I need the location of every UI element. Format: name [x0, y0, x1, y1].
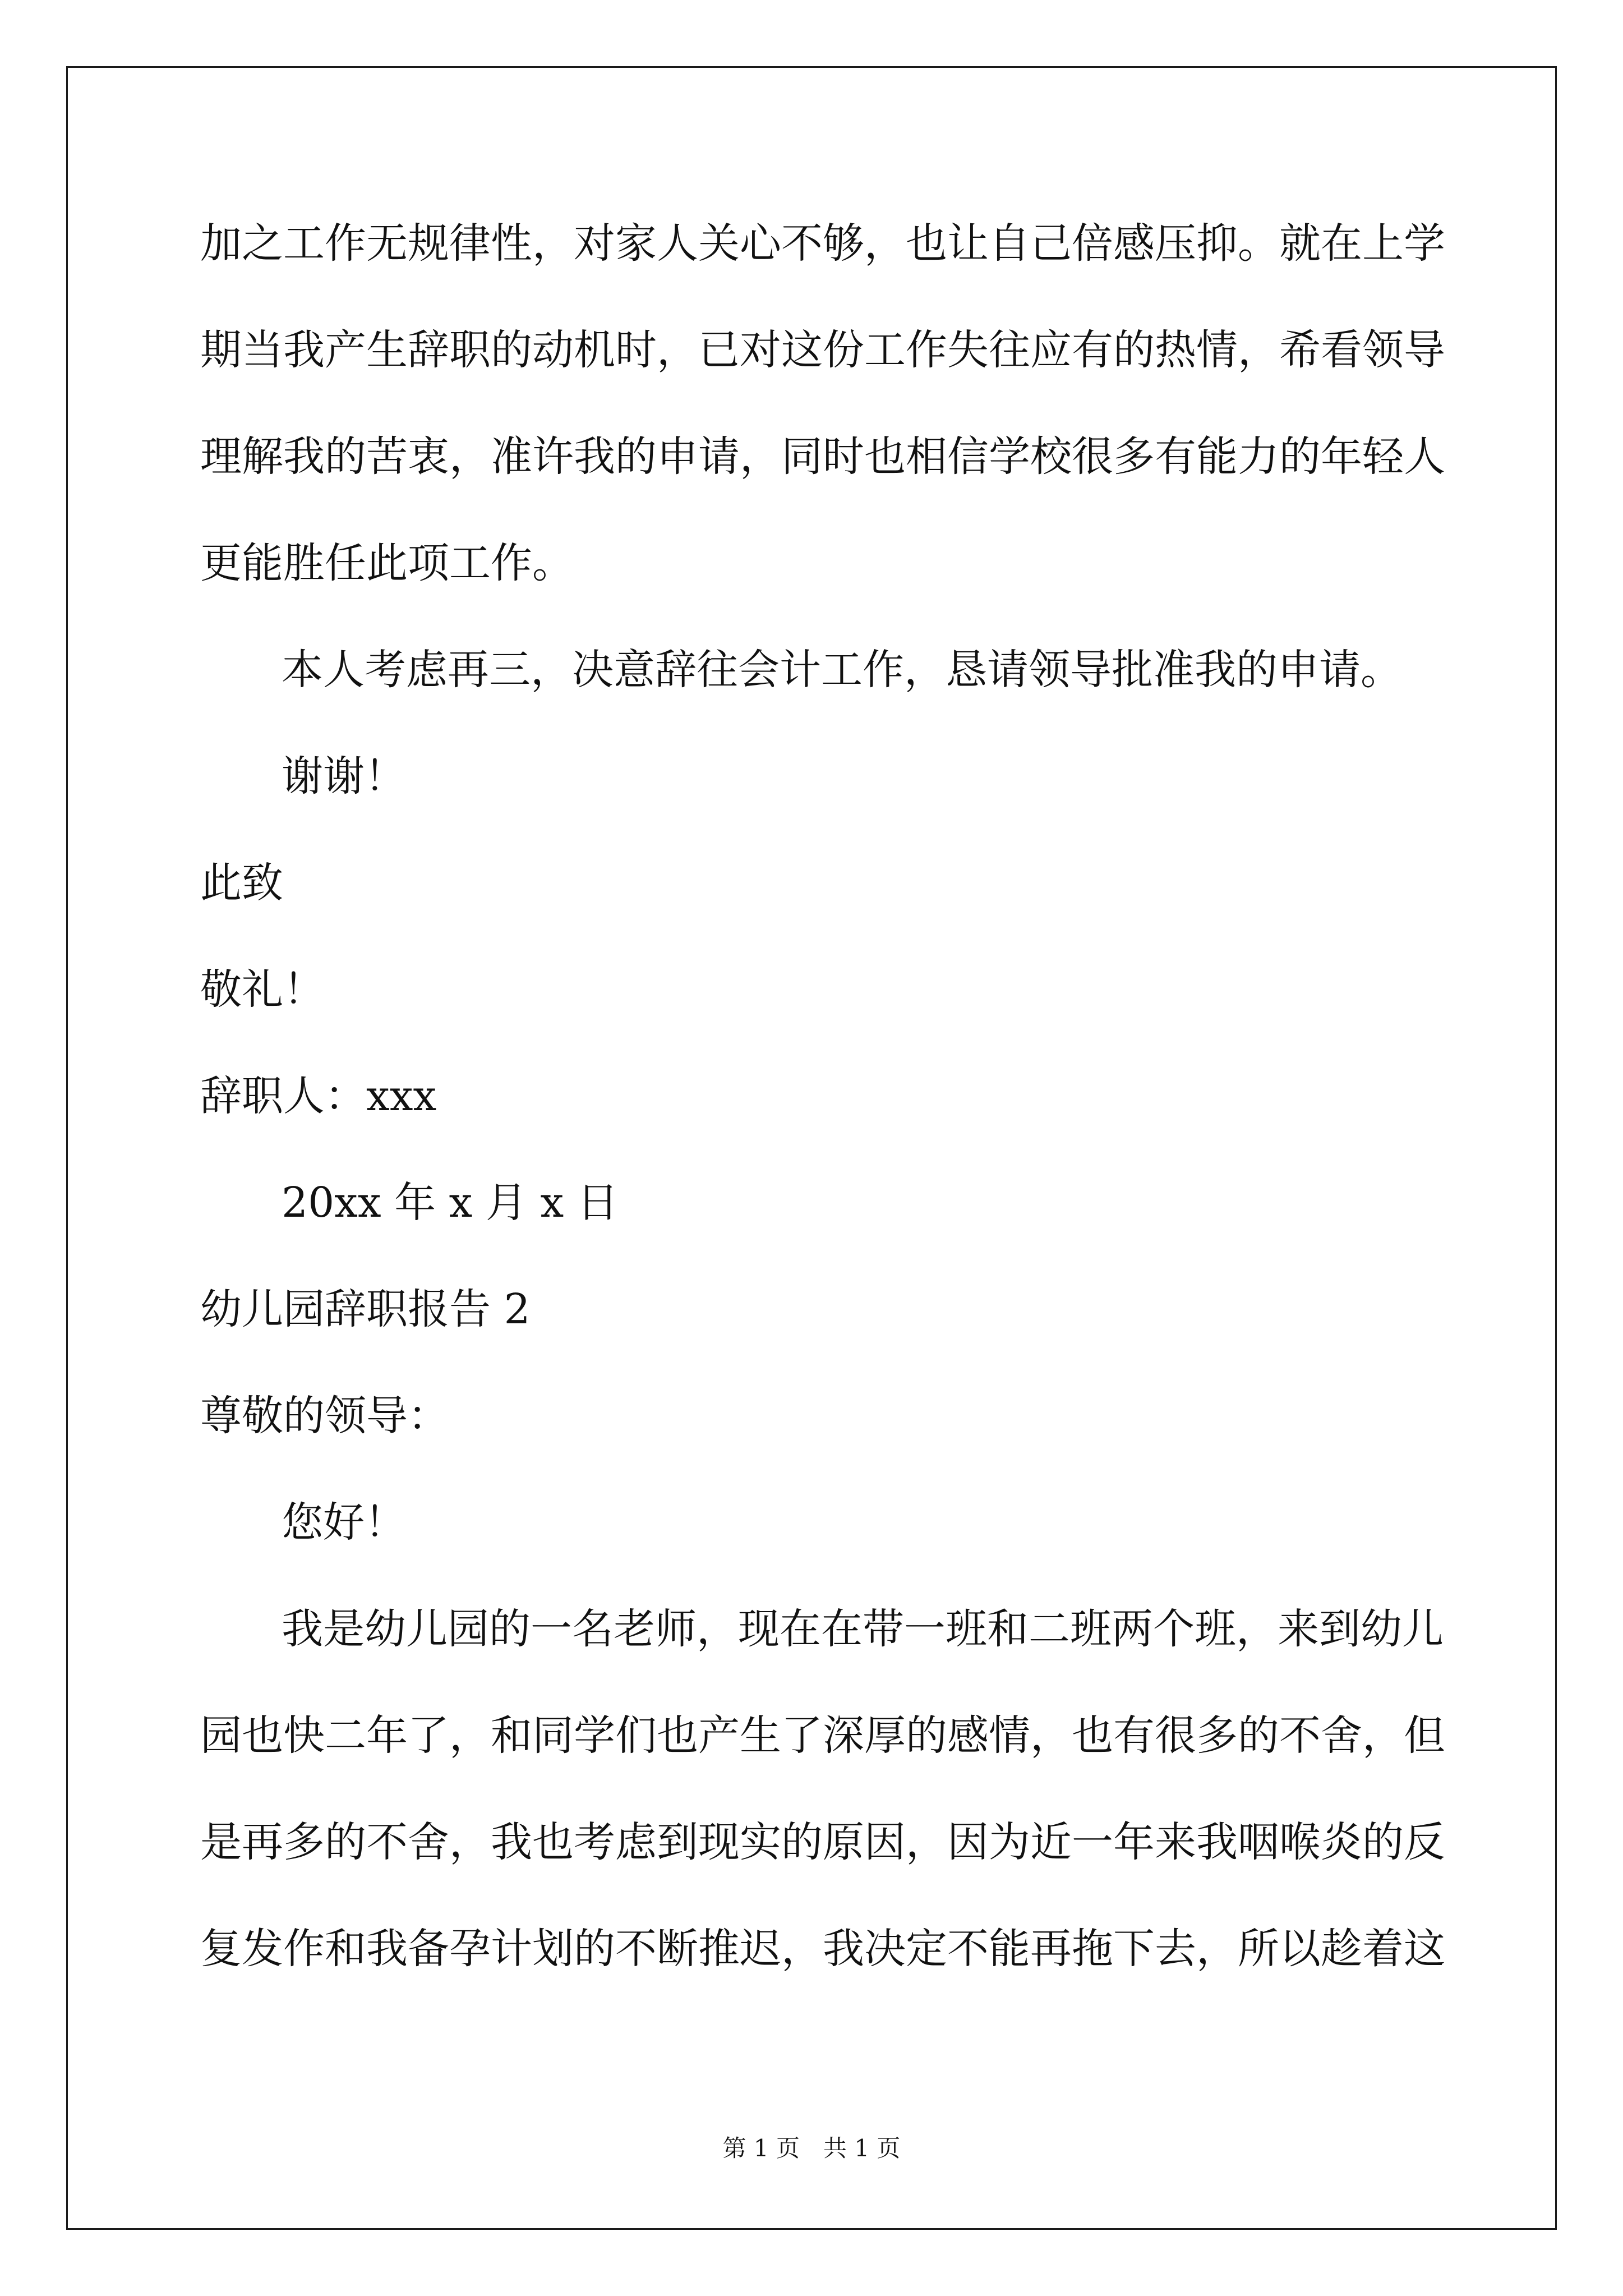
text-line: 本人考虑再三，决意辞往会计工作，恳请领导批准我的申请。 [282, 646, 1402, 694]
text-line: 更能胜任此项工作。 [200, 539, 574, 587]
text-line: 园也快二年了，和同学们也产生了深厚的感情，也有很多的不舍，但 [200, 1711, 1445, 1760]
text-line: 期当我产生辞职的动机时，已对这份工作失往应有的热情，希看领导 [200, 326, 1445, 374]
signatory: 辞职人：xxx [200, 1072, 437, 1120]
text-line: 是再多的不舍，我也考虑到现实的原因，因为近一年来我咽喉炎的反 [200, 1818, 1445, 1866]
closing-salutation: 此致 [200, 859, 283, 907]
closing-regards: 敬礼！ [200, 965, 325, 1014]
greeting: 尊敬的领导： [200, 1392, 449, 1440]
text-line: 我是幼儿园的一名老师，现在在带一班和二班两个班，来到幼儿 [282, 1605, 1444, 1653]
text-line: 谢谢！ [282, 752, 406, 800]
page-footer: 第 1 页 共 1 页 [722, 2134, 901, 2162]
text-line: 您好！ [282, 1498, 406, 1547]
section-heading: 幼儿园辞职报告 2 [200, 1285, 531, 1333]
text-line: 复发作和我备孕计划的不断推迟，我决定不能再拖下去，所以趁着这 [200, 1925, 1445, 1973]
text-line: 加之工作无规律性，对家人关心不够，也让自己倍感压抑。就在上学 [200, 219, 1445, 268]
text-line: 理解我的苦衷，准许我的申请，同时也相信学校很多有能力的年轻人 [200, 432, 1445, 481]
page-frame [66, 66, 1557, 2230]
date-line: 20xx 年 x 月 x 日 [282, 1179, 619, 1227]
